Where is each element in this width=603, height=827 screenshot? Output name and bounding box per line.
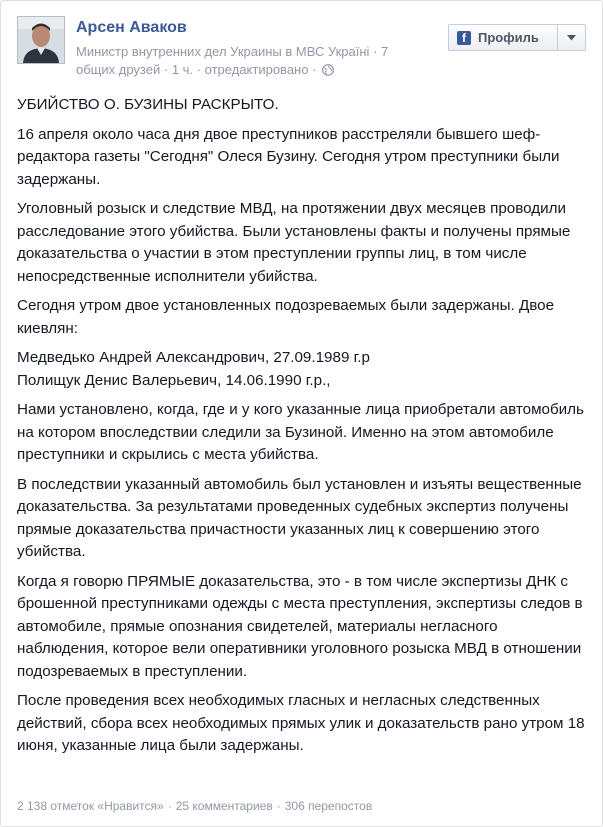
meta-separator: · bbox=[163, 62, 169, 77]
chevron-down-icon[interactable] bbox=[558, 25, 585, 50]
edited-label[interactable]: отредактировано bbox=[204, 62, 309, 77]
post-header bbox=[17, 16, 586, 86]
avatar-photo-icon bbox=[18, 17, 64, 63]
footer-separator: · bbox=[276, 799, 281, 813]
post-paragraph: Сегодня утром двое установленных подозреваемых были задержаны. Двое киевлян: bbox=[17, 297, 555, 337]
post-paragraph: После проведения всех необходимых гласных и негласных следственных действий, сбора всех необходимых прямых улик и доказательств рано утром 18 июня, указанные лица были задержаны. bbox=[17, 692, 585, 754]
likes-count-link[interactable]: 2 138 отметок «Нравится» bbox=[17, 799, 164, 813]
profile-button-label: Профиль bbox=[478, 30, 539, 45]
post-paragraph: Уголовный розыск и следствие МВД, на протяжении двух месяцев проводили расследование этого убийства. Были установлены факты и получены прямые доказательства о участии в этом преступлении группы лиц, в том числе непосредственные исполнители убийства. bbox=[17, 200, 571, 285]
post-body bbox=[17, 94, 589, 765]
comments-count-link[interactable]: 25 комментариев bbox=[175, 799, 273, 813]
post-footer bbox=[17, 799, 372, 813]
post-headline: УБИЙСТВО О. БУЗИНЫ РАСКРЫТО. bbox=[17, 96, 279, 113]
mutual-friends-link[interactable]: 7 общих друзей bbox=[76, 44, 389, 77]
facebook-icon: f bbox=[457, 31, 471, 45]
meta-separator: · bbox=[196, 62, 202, 77]
post-paragraph: Нами установлено, когда, где и у кого указанные лица приобретали автомобиль на котором впоследствии следили за Бузиной. Именно на этом автомобиле преступники и скрылись с места убийства. bbox=[17, 401, 584, 463]
shares-count-link[interactable]: 306 перепостов bbox=[284, 799, 373, 813]
post-paragraph: Когда я говорю ПРЯМЫЕ доказательства, это - в том числе экспертизы ДНК с брошенной преступниками одежды с места преступления, экспертизы следов в автомобиле, прямые опознания свидетелей, материалы негласного наблюдения, которое вели оперативники уголовного розыска МВД в отношении подозреваемых в преступлении. bbox=[17, 572, 583, 680]
post-paragraph: 16 апреля около часа дня двое преступников расстреляли бывшего шеф-редактора газеты "Сегодня" Олеся Бузину. Сегодня утром преступники были задержаны. bbox=[17, 125, 560, 188]
globe-icon[interactable] bbox=[322, 63, 334, 81]
suspect-line: Медведько Андрей Александрович, 27.09.1989 г.р bbox=[17, 349, 370, 366]
post-time-link[interactable]: 1 ч. bbox=[171, 62, 194, 77]
profile-button-main[interactable] bbox=[449, 25, 557, 50]
post-paragraph: В последствии указанный автомобиль был установлен и изъяты вещественные доказательства. За результатами проведенных судебных экспертиз получены прямые доказательства причастности указанных лиц к совершению этого убийства. bbox=[17, 475, 582, 560]
avatar[interactable] bbox=[17, 16, 65, 64]
author-subtitle[interactable]: Министр внутренних дел Украины в МВС Україні bbox=[76, 44, 370, 59]
meta-separator: · bbox=[312, 62, 317, 77]
footer-separator: · bbox=[167, 799, 172, 813]
post-meta bbox=[76, 43, 421, 81]
profile-button[interactable] bbox=[448, 24, 586, 51]
author-name-link[interactable]: Арсен Аваков bbox=[76, 19, 187, 36]
meta-separator: · bbox=[373, 44, 378, 59]
suspect-line: Полищук Денис Валерьевич, 14.06.1990 г.р., bbox=[17, 371, 331, 389]
